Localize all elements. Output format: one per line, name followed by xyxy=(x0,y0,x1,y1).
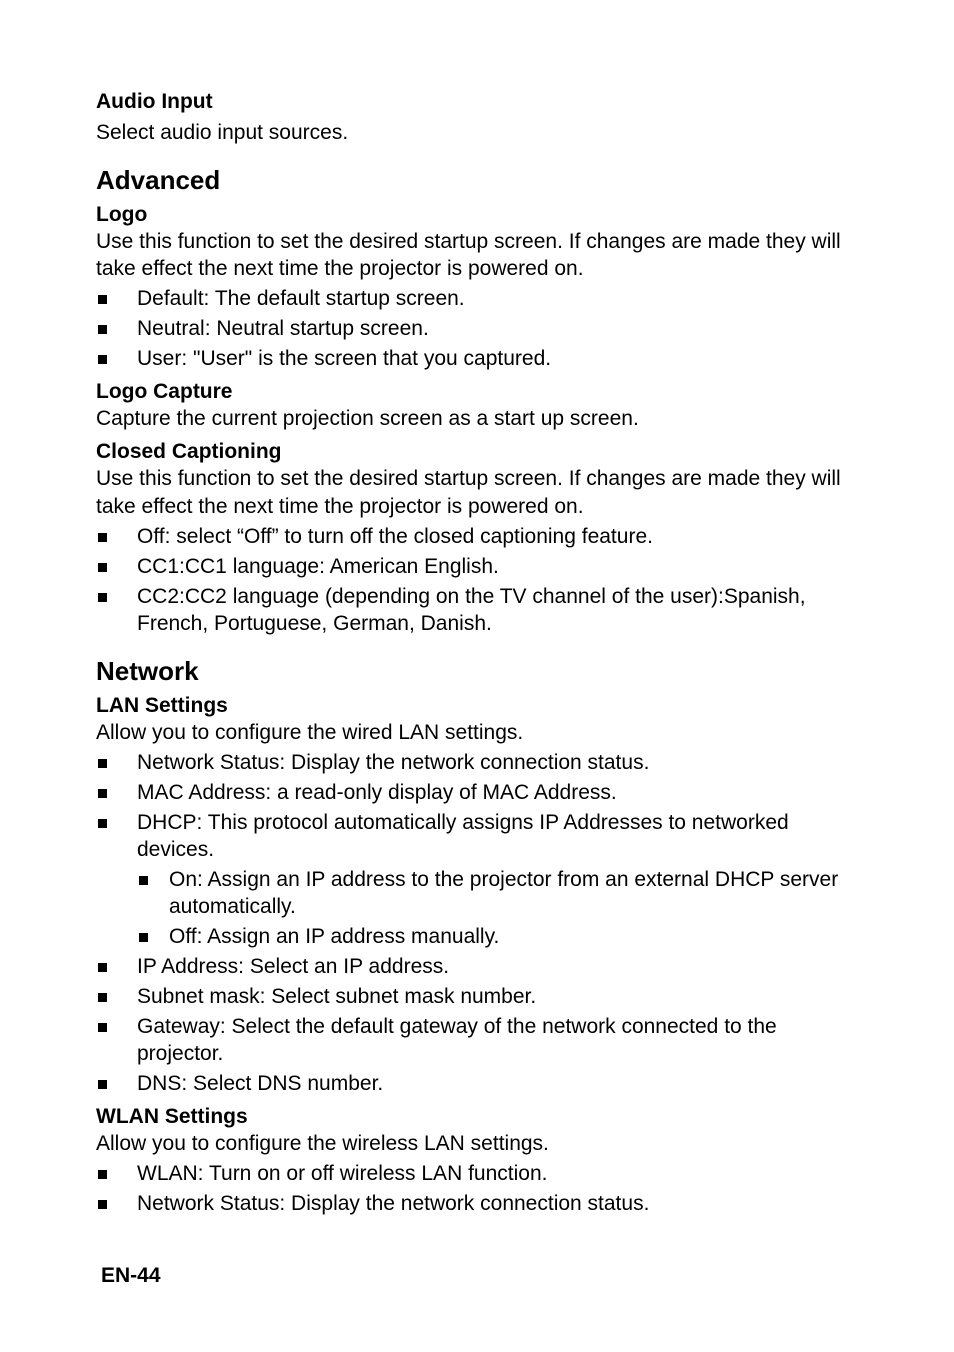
lan-settings-text: Allow you to configure the wired LAN settings. xyxy=(96,720,524,744)
logo-capture-text: Capture the current projection screen as a start up screen. xyxy=(96,406,639,430)
logo-heading: Logo xyxy=(96,202,148,226)
list-item: Neutral: Neutral startup screen. xyxy=(96,315,866,343)
logo-capture-heading: Logo Capture xyxy=(96,379,233,403)
list-item: Network Status: Display the network connection status. xyxy=(96,1190,866,1218)
list-item: CC1:CC1 language: American English. xyxy=(96,553,866,581)
lan-settings-list xyxy=(96,749,866,864)
wlan-settings-text: Allow you to configure the wireless LAN settings. xyxy=(96,1131,549,1155)
logo-text: Use this function to set the desired startup screen. If changes are made they will take effect the next time the projector is powered on. xyxy=(96,229,841,280)
wlan-settings-heading: WLAN Settings xyxy=(96,1104,248,1128)
list-item: On: Assign an IP address to the projector from an external DHCP server automatically. xyxy=(137,866,866,921)
closed-captioning-options-list xyxy=(96,523,866,638)
logo-options-list xyxy=(96,285,866,373)
list-item: Default: The default startup screen. xyxy=(96,285,866,313)
list-item: Off: Assign an IP address manually. xyxy=(137,923,866,951)
list-item: User: "User" is the screen that you captured. xyxy=(96,345,866,373)
list-item: Off: select “Off” to turn off the closed captioning feature. xyxy=(96,523,866,551)
manual-page xyxy=(96,88,866,1217)
audio-input-heading: Audio Input xyxy=(96,90,213,113)
list-item: Subnet mask: Select subnet mask number. xyxy=(96,983,866,1011)
advanced-heading: Advanced xyxy=(96,164,221,195)
list-item: IP Address: Select an IP address. xyxy=(96,953,866,981)
closed-captioning-text: Use this function to set the desired startup screen. If changes are made they will take effect the next time the projector is powered on. xyxy=(96,467,841,518)
lan-settings-list-continued xyxy=(96,953,866,1098)
list-item: CC2:CC2 language (depending on the TV channel of the user):Spanish, French, Portuguese, German, Danish. xyxy=(96,583,866,638)
closed-captioning-heading: Closed Captioning xyxy=(96,440,282,463)
dhcp-sub-list xyxy=(137,866,866,951)
audio-input-text: Select audio input sources. xyxy=(96,121,349,144)
lan-settings-heading: LAN Settings xyxy=(96,693,228,717)
list-item: MAC Address: a read-only display of MAC Address. xyxy=(96,779,866,807)
page-number: EN-44 xyxy=(101,1264,161,1287)
list-item: Gateway: Select the default gateway of the network connected to the projector. xyxy=(96,1013,866,1068)
list-item: DHCP: This protocol automatically assigns IP Addresses to networked devices. xyxy=(96,809,866,864)
list-item: DNS: Select DNS number. xyxy=(96,1070,866,1098)
list-item: WLAN: Turn on or off wireless LAN function. xyxy=(96,1160,866,1188)
network-heading: Network xyxy=(96,655,199,686)
list-item: Network Status: Display the network connection status. xyxy=(96,749,866,777)
wlan-settings-list xyxy=(96,1160,866,1218)
